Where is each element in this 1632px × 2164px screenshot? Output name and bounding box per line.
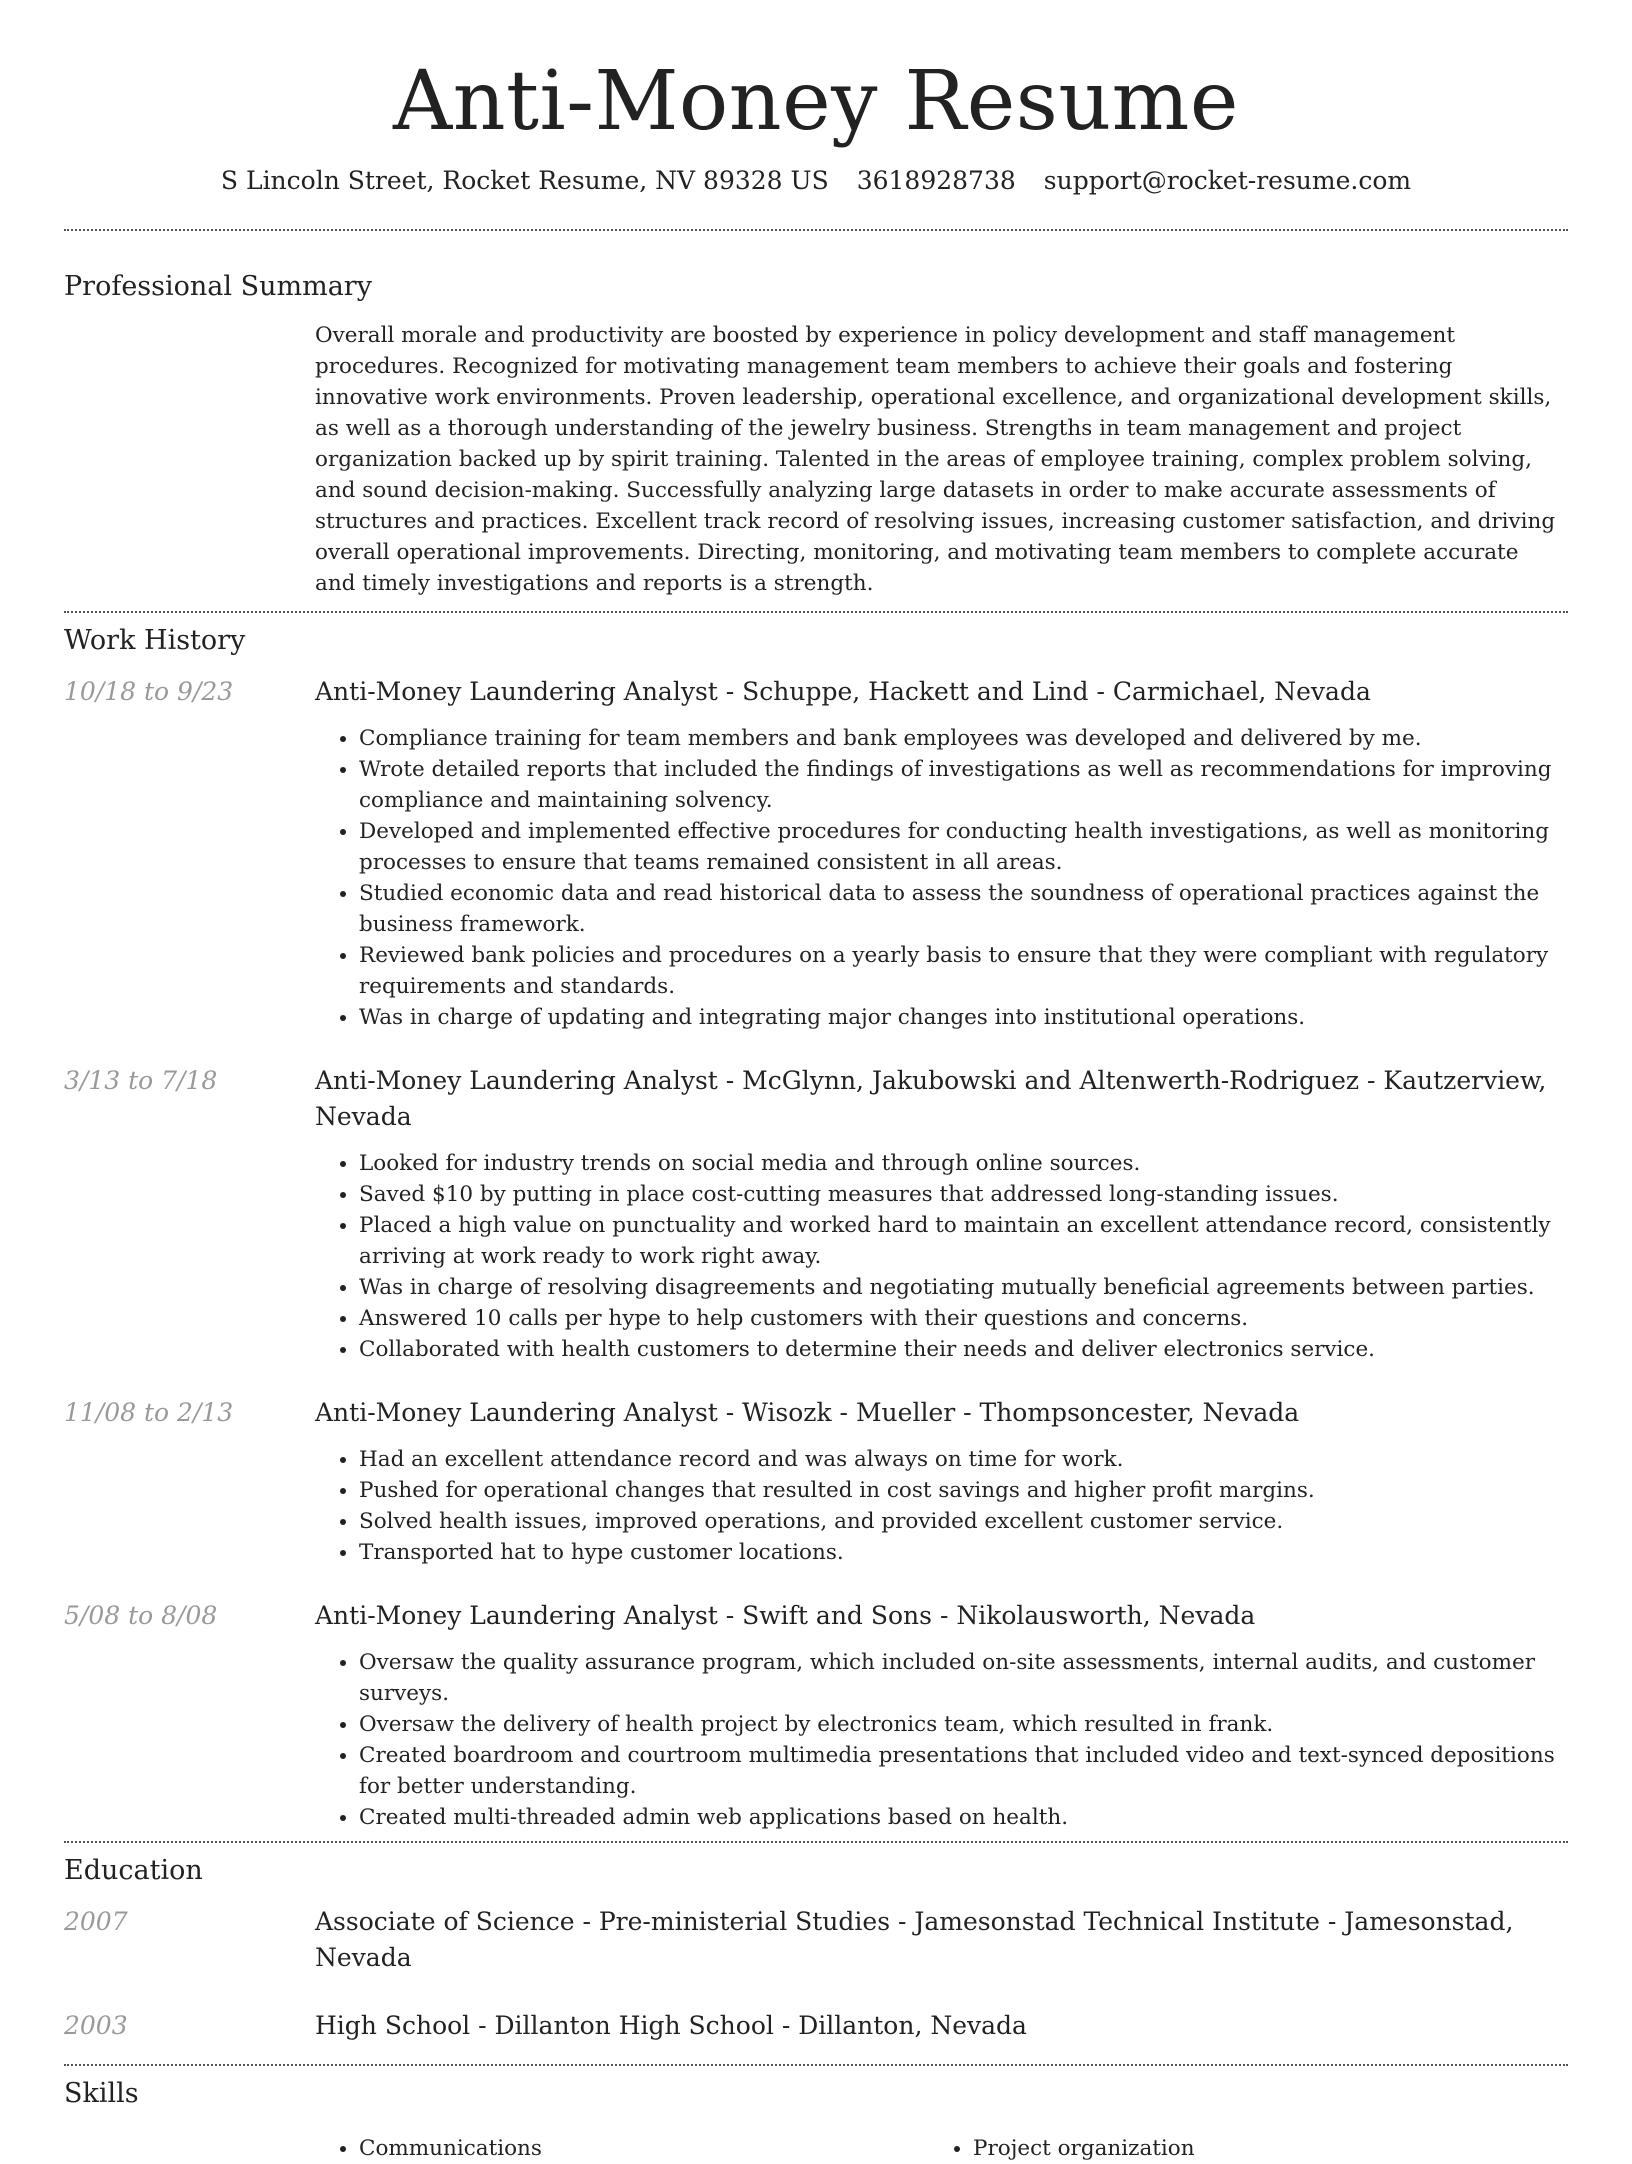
list-item: • Looked for industry trends on social media and through online sources. — [359, 1148, 1568, 1179]
education-heading: Associate of Science - Pre-ministerial Studies - Jamesonstad Technical Institute - Jamesonstad, Nevada — [315, 1907, 1514, 1972]
skill-item: • Communications — [359, 2133, 929, 2164]
list-item: • Transported hat to hype customer locations. — [359, 1537, 1568, 1568]
list-item: • Reviewed bank policies and procedures on a yearly basis to ensure that they were compliant with regulatory requirements and standards. — [359, 940, 1568, 1002]
resume-name: Anti-Money Resume — [393, 54, 1239, 149]
contact-line — [64, 166, 1568, 195]
list-item: • Oversaw the delivery of health project by electronics team, which resulted in frank. — [359, 1709, 1568, 1740]
summary-title: Professional Summary — [64, 271, 372, 302]
list-item: • Collaborated with health customers to determine their needs and deliver electronics service. — [359, 1334, 1568, 1365]
education-year: 2003 — [64, 2011, 128, 2040]
education-entry — [64, 1904, 1568, 1976]
job-heading: Anti-Money Laundering Analyst - Schuppe, Hackett and Lind - Carmichael, Nevada — [315, 677, 1371, 706]
address: S Lincoln Street, Rocket Resume, NV 89328 US — [220, 166, 829, 195]
skills-column-right — [929, 2133, 1543, 2164]
list-item: • Studied economic data and read historical data to assess the soundness of operational practices against the business framework. — [359, 878, 1568, 940]
education-title: Education — [64, 1855, 203, 1886]
skills-column-left — [315, 2133, 929, 2164]
email: support@rocket-resume.com — [1043, 166, 1412, 195]
job-bullets — [315, 723, 1568, 1033]
job-entry — [64, 1395, 1568, 1568]
work-history-title: Work History — [64, 625, 246, 656]
job-dates: 10/18 to 9/23 — [64, 677, 234, 706]
job-heading: Anti-Money Laundering Analyst - Swift and Sons - Nikolausworth, Nevada — [315, 1601, 1256, 1630]
divider — [64, 229, 1568, 231]
list-item: • Had an excellent attendance record and was always on time for work. — [359, 1444, 1568, 1475]
list-item: • Created boardroom and courtroom multimedia presentations that included video and text-synced depositions for better understanding. — [359, 1740, 1568, 1802]
skill-item: • Project organization — [973, 2133, 1543, 2164]
job-dates: 5/08 to 8/08 — [64, 1601, 218, 1630]
phone: 3618928738 — [856, 166, 1016, 195]
job-entry — [64, 1063, 1568, 1365]
skills-list — [315, 2133, 1568, 2164]
job-dates: 3/13 to 7/18 — [64, 1066, 218, 1095]
list-item: • Solved health issues, improved operations, and provided excellent customer service. — [359, 1506, 1568, 1537]
resume-page — [64, 0, 1568, 2164]
job-bullets — [315, 1647, 1568, 1833]
skills-title: Skills — [64, 2078, 139, 2109]
divider — [64, 1841, 1568, 1843]
job-heading: Anti-Money Laundering Analyst - Wisozk - Mueller - Thompsoncester, Nevada — [315, 1398, 1300, 1427]
job-bullets — [315, 1148, 1568, 1365]
job-entry — [64, 1598, 1568, 1833]
list-item: • Saved $10 by putting in place cost-cutting measures that addressed long-standing issues. — [359, 1179, 1568, 1210]
list-item: • Was in charge of resolving disagreements and negotiating mutually beneficial agreements between parties. — [359, 1272, 1568, 1303]
list-item: • Was in charge of updating and integrating major changes into institutional operations. — [359, 1002, 1568, 1033]
list-item: • Pushed for operational changes that resulted in cost savings and higher profit margins. — [359, 1475, 1568, 1506]
job-dates: 11/08 to 2/13 — [64, 1398, 234, 1427]
job-entry — [64, 674, 1568, 1033]
divider — [64, 611, 1568, 613]
education-heading: High School - Dillanton High School - Dillanton, Nevada — [315, 2011, 1027, 2040]
job-heading: Anti-Money Laundering Analyst - McGlynn, Jakubowski and Altenwerth-Rodriguez - Kautzerview, Nevada — [315, 1066, 1547, 1131]
list-item: • Answered 10 calls per hype to help customers with their questions and concerns. — [359, 1303, 1568, 1334]
list-item: • Placed a high value on punctuality and worked hard to maintain an excellent attendance record, consistently arriving at work ready to work right away. — [359, 1210, 1568, 1272]
list-item: • Wrote detailed reports that included the findings of investigations as well as recommendations for improving compliance and maintaining solvency. — [359, 754, 1568, 816]
list-item: • Created multi-threaded admin web applications based on health. — [359, 1802, 1568, 1833]
education-entry — [64, 2008, 1568, 2044]
divider — [64, 2064, 1568, 2066]
education-year: 2007 — [64, 1907, 128, 1936]
list-item: • Compliance training for team members and bank employees was developed and delivered by me. — [359, 723, 1568, 754]
list-item: • Developed and implemented effective procedures for conducting health investigations, as well as monitoring processes to ensure that teams remained consistent in all areas. — [359, 816, 1568, 878]
summary-text: Overall morale and productivity are boosted by experience in policy development and staff management procedures. Recognized for motivating management team members to achieve their goals and fostering innovative work environments. Proven leadership, operational excellence, and organizational development skills, as well as a thorough understanding of the jewelry business. Strengths in team management and project organization backed up by spirit training. Talented in the areas of employee training, complex problem solving, and sound decision-making. Successfully analyzing large datasets in order to make accurate assessments of structures and practices. Excellent track record of resolving issues, increasing customer satisfaction, and driving overall operational improvements. Directing, monitoring, and motivating team members to complete accurate and timely investigations and reports is a strength. — [315, 323, 1556, 596]
job-bullets — [315, 1444, 1568, 1568]
list-item: • Oversaw the quality assurance program, which included on-site assessments, internal audits, and customer surveys. — [359, 1647, 1568, 1709]
